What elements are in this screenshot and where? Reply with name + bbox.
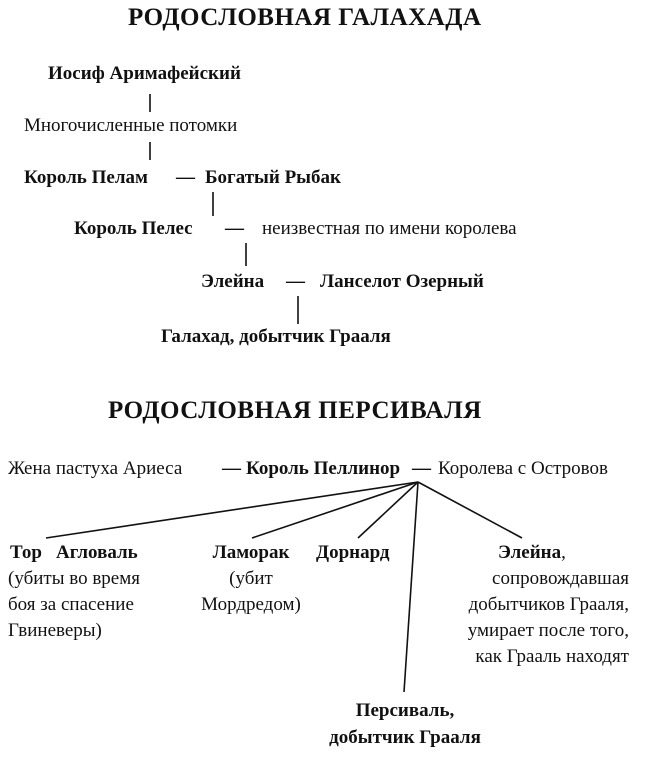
elaine-dash: — [286,271,305,292]
lamorak: Ламорак [212,542,290,563]
shepherd-wife: Жена пастуха Ариеса [8,458,183,479]
tor-aglovale-note-line-1: (убиты во время [8,568,140,589]
lancelot: Ланселот Озерный [320,271,484,292]
island-queen: Королева с Островов [438,458,608,479]
elaine-comma: , [561,542,566,563]
pellinore-dash-right: — [412,458,431,479]
tor-aglovale-note-line-3: Гвиневеры) [8,620,102,641]
elaine-galahad-mother: Элейна [201,271,265,292]
king-pelam: Король Пелам [24,167,148,188]
percival-title: РОДОСЛОВНАЯ ПЕРСИВАЛЯ [108,397,482,424]
dornar: Дорнард [316,542,390,563]
percival-line-1: Персиваль, [355,700,455,721]
pellinore-dash-left: — [222,458,241,479]
pelles-dash: — [225,218,244,239]
elaine-name: Элейна [498,542,562,563]
connector-pellinore-lamorak [252,482,418,538]
lamorak-note-line-2: Мордредом) [201,594,301,615]
elaine-note-line-3: умирает после того, [467,620,629,641]
king-pellinore: Король Пеллинор [246,458,401,479]
elaine-note-line-4: как Грааль находят [475,646,629,667]
percival-line-2: добытчик Грааля [329,727,481,748]
elaine-percival-sister [498,542,566,564]
king-pelles: Король Пелес [74,218,193,239]
galahad-grail-achiever: Галахад, добытчик Грааля [161,326,391,347]
unnamed-queen: неизвестная по имени королева [262,218,517,239]
elaine-note-line-1: сопровождавшая [492,568,629,589]
descendants: Многочисленные потомки [24,115,238,136]
connector-pellinore-elaine [418,482,522,538]
fisher-king: Богатый Рыбак [205,167,341,188]
tor-aglovale-note-line-2: боя за спасение [8,594,134,615]
tor: Тор [10,542,42,563]
connector-pellinore-tor [46,482,418,538]
connector-pellinore-percival [404,482,418,692]
joseph-of-arimathea: Иосиф Аримафейский [48,63,241,84]
pelam-dash: — [176,167,195,188]
galahad-title: РОДОСЛОВНАЯ ГАЛАХАДА [128,4,482,31]
lamorak-note-line-1: (убит [229,568,273,589]
elaine-note-line-2: добытчиков Грааля, [468,594,629,615]
aglovale: Агловаль [56,542,138,563]
